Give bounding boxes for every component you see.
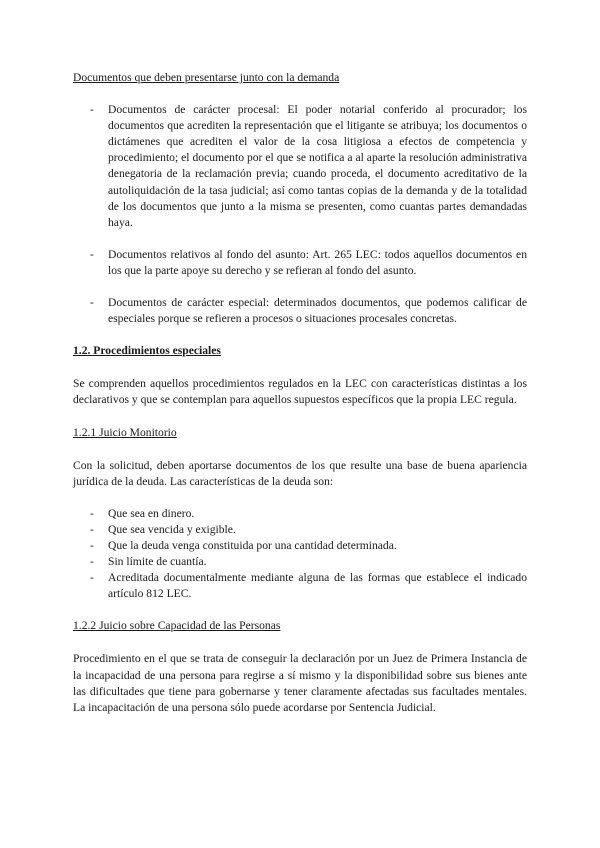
paragraph-juicio-monitorio: Con la solicitud, deben aportarse documentos de los que resulte una base de buena apariencia jurídica de la deuda. Las características de la deuda son: bbox=[73, 458, 527, 488]
list-item: - Acreditada documentalmente mediante alguna de las formas que establece el indicado artículo 812 LEC. bbox=[73, 570, 527, 602]
list-item: - Documentos relativos al fondo del asunto: Art. 265 LEC: todos aquellos documentos en los que la parte apoye su derecho y se refieran al fondo del asunto. bbox=[73, 247, 527, 279]
heading-capacidad-personas: 1.2.2 Juicio sobre Capacidad de las Personas bbox=[73, 619, 281, 633]
list-item: - Documentos de carácter especial: determinados documentos, que podemos calificar de especiales porque se refieren a procesos o situaciones procesales concretas. bbox=[73, 295, 527, 327]
document-page bbox=[73, 70, 527, 716]
documentos-list bbox=[73, 102, 527, 327]
paragraph-procedimientos-especiales: Se comprenden aquellos procedimientos regulados en la LEC con características distintas a los declarativos y que se contemplan para aquellos supuestos específicos que la propia LEC regula. bbox=[73, 377, 527, 407]
heading-procedimientos-especiales: 1.2. Procedimientos especiales bbox=[73, 344, 221, 358]
list-item: - Que sea en dinero. bbox=[73, 506, 527, 522]
heading-documentos-demanda: Documentos que deben presentarse junto con la demanda bbox=[73, 71, 340, 84]
list-item: - Que la deuda venga constituida por una cantidad determinada. bbox=[73, 538, 527, 554]
deuda-characteristics-list bbox=[73, 506, 527, 603]
list-item: - Que sea vencida y exigible. bbox=[73, 522, 527, 538]
heading-juicio-monitorio: 1.2.1 Juicio Monitorio bbox=[73, 425, 177, 439]
list-item: - Sin límite de cuantía. bbox=[73, 554, 527, 570]
paragraph-capacidad-personas: Procedimiento en el que se trata de conseguir la declaración por un Juez de Primera Instancia de la incapacidad de una persona para regirse a sí mismo y la disponibilidad sobre sus bienes ante las dificultades que tiene para gobernarse y tener claramente afectadas sus facultades mentales. La incapacitación de una persona sólo puede acordarse por Sentencia Judicial. bbox=[73, 652, 527, 714]
list-item: - Documentos de carácter procesal: El poder notarial conferido al procurador; los documentos que acrediten la representación que el litigante se atribuya; los documentos o dictámenes que acrediten el valor de la cosa litigiosa a efectos de competencia y procedimiento; el documento por el que se notifica a al aparte la resolución administrativa denegatoria de la reclamación previa; cuando proceda, el documento acreditativo de la autoliquidación de la tasa judicial; así como tantas copias de la demanda y de la totalidad de los documentos que junto a la misma se presenten, como cuantas partes demandadas haya. bbox=[73, 102, 527, 231]
